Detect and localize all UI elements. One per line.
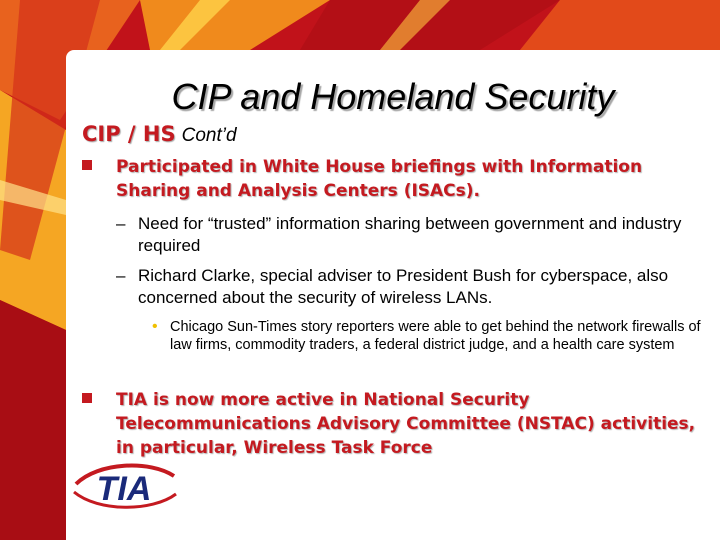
- tia-logo: [68, 454, 180, 514]
- bullet-level1: [82, 155, 712, 203]
- subtitle-contd: Cont’d: [181, 125, 237, 146]
- bullet-level2: [116, 213, 716, 257]
- logo-text: TIA: [96, 470, 152, 508]
- subtitle-main: CIP / HS: [82, 122, 176, 146]
- bullet-level3: [152, 318, 712, 354]
- slide-subtitle: [82, 122, 237, 147]
- dash-bullet-icon: –: [116, 266, 126, 285]
- bullet-text: TIA is now more active in National Security Telecommunications Advisory Committee (NSTAC) activities, in particular, Wireless Task Force: [116, 390, 696, 458]
- bullet-level1: [82, 388, 712, 460]
- dot-bullet-icon: •: [152, 318, 158, 335]
- bullet-text: Participated in White House briefings with Information Sharing and Analysis Centers (ISACs).: [116, 157, 643, 201]
- dash-bullet-icon: –: [116, 214, 126, 233]
- square-bullet-icon: [82, 160, 92, 170]
- square-bullet-icon: [82, 393, 92, 403]
- bullet-level2: [116, 265, 716, 309]
- bullet-text: Need for “trusted” information sharing between government and industry required: [138, 214, 682, 255]
- bullet-text: Richard Clarke, special adviser to President Bush for cyberspace, also concerned about the security of wireless LANs.: [138, 266, 669, 307]
- slide-title: CIP and Homeland Security: [171, 76, 615, 117]
- bullet-text: Chicago Sun-Times story reporters were able to get behind the network firewalls of law firms, commodity traders, a federal district judge, and a health care system: [170, 319, 701, 353]
